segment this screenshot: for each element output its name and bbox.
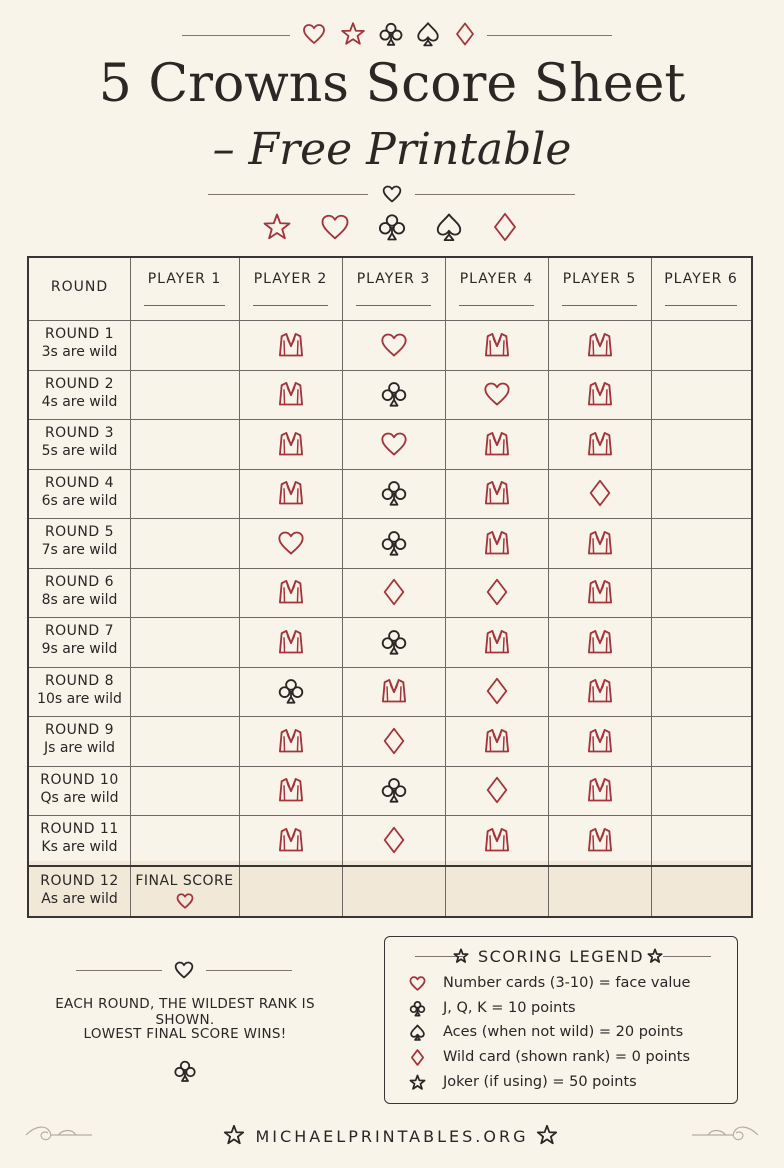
jacket-icon <box>586 430 614 458</box>
score-cell[interactable] <box>651 568 751 618</box>
legend-item-text: Aces (when not wild) = 20 points <box>443 1024 684 1041</box>
page-subtitle: – Free Printable <box>212 124 572 175</box>
round-number: ROUND 1 <box>44 326 115 342</box>
club-icon <box>377 212 407 242</box>
round-number: ROUND 9 <box>44 722 115 738</box>
score-table <box>27 256 753 918</box>
round-label-cell <box>29 475 130 509</box>
jacket-icon <box>483 479 511 507</box>
jacket-icon <box>277 331 305 359</box>
club-icon <box>277 677 305 705</box>
header-rule-left <box>182 35 290 36</box>
round-number: ROUND 5 <box>44 524 115 540</box>
jacket-icon <box>483 529 511 557</box>
score-cell[interactable] <box>130 370 239 420</box>
legend-item-text: J, Q, K = 10 points <box>443 999 576 1016</box>
player-6-header <box>651 258 751 320</box>
second-suit-row <box>262 212 522 246</box>
jacket-icon <box>586 826 614 854</box>
heart-icon <box>302 22 326 46</box>
round-wild-rank: 3s are wild <box>41 344 118 360</box>
final-score-cell[interactable] <box>445 865 548 917</box>
heart-icon <box>483 380 511 408</box>
round-number: ROUND 2 <box>44 375 115 392</box>
score-cell[interactable] <box>651 419 751 469</box>
subtitle-rule-left <box>208 194 368 195</box>
score-cell[interactable] <box>130 815 239 865</box>
star-icon <box>262 212 292 242</box>
round-number: ROUND 7 <box>44 623 115 639</box>
player-name-underline <box>665 305 737 306</box>
round-wild-rank: Js are wild <box>43 740 116 756</box>
legend-item-text: Wild card (shown rank) = 0 points <box>443 1049 691 1066</box>
jacket-icon <box>277 479 305 507</box>
jacket-icon <box>483 430 511 458</box>
footer-site-link[interactable]: MICHAELPRINTABLES.ORG <box>255 1127 529 1146</box>
jacket-icon <box>277 430 305 458</box>
heart-icon <box>320 212 350 242</box>
round-label-cell <box>29 326 130 360</box>
jacket-icon <box>277 380 305 408</box>
round-header-label: ROUND <box>50 279 109 295</box>
jacket-icon <box>277 628 305 656</box>
jacket-icon <box>277 727 305 755</box>
score-cell[interactable] <box>130 419 239 469</box>
diamond-icon <box>380 826 408 854</box>
player-name-underline <box>459 305 534 306</box>
player-2-header <box>239 258 342 320</box>
round-wild-rank: 8s are wild <box>41 591 118 608</box>
note-line-2: LOWEST FINAL SCORE WINS! <box>83 1026 287 1042</box>
final-score-cell[interactable] <box>239 865 342 917</box>
round-wild-rank: Ks are wild <box>41 839 118 855</box>
note-rule-right <box>206 970 292 971</box>
diamond-icon <box>453 22 477 46</box>
player-name-underline <box>253 305 328 306</box>
subtitle-rule-right <box>415 194 575 195</box>
round-label-cell <box>29 821 130 855</box>
score-cell[interactable] <box>130 617 239 667</box>
club-icon <box>409 1000 426 1017</box>
player-name-underline <box>144 305 225 306</box>
player-name-label: PLAYER 4 <box>459 271 534 287</box>
diamond-icon <box>380 578 408 606</box>
jacket-icon <box>586 529 614 557</box>
spade-icon <box>415 21 441 47</box>
legend-title: SCORING LEGEND <box>477 947 645 966</box>
score-cell[interactable] <box>130 568 239 618</box>
legend-star-right-icon <box>647 948 663 964</box>
round-wild-rank: As are wild <box>41 890 118 907</box>
final-score-cell[interactable] <box>651 865 751 917</box>
club-icon <box>378 21 404 47</box>
legend-item-text: Number cards (3-10) = face value <box>443 975 691 991</box>
legend-item-text: Joker (if using) = 50 points <box>443 1073 637 1090</box>
note-rule-left <box>76 970 162 971</box>
score-cell[interactable] <box>651 518 751 568</box>
round-number: ROUND 4 <box>44 474 115 491</box>
score-cell[interactable] <box>651 320 751 370</box>
jacket-icon <box>586 677 614 705</box>
player-name-label: PLAYER 6 <box>664 271 738 287</box>
score-cell[interactable] <box>130 518 239 568</box>
score-cell[interactable] <box>130 469 239 519</box>
final-score-label-cell <box>130 873 239 914</box>
header-rule-right <box>487 35 612 36</box>
final-score-cell[interactable] <box>548 865 651 917</box>
round-label-cell <box>29 574 130 608</box>
diamond-icon <box>483 578 511 606</box>
round-number: ROUND 12 <box>40 872 119 889</box>
score-cell[interactable] <box>130 716 239 766</box>
score-cell[interactable] <box>651 667 751 717</box>
player-1-header <box>130 258 239 320</box>
round-number: ROUND 6 <box>44 573 115 590</box>
heart-icon <box>409 975 426 992</box>
jacket-icon <box>277 578 305 606</box>
score-cell[interactable] <box>130 667 239 717</box>
round-label-cell <box>29 772 130 806</box>
diamond-icon <box>483 677 511 705</box>
spade-icon <box>409 1024 426 1041</box>
diamond-icon <box>490 212 520 242</box>
club-icon <box>380 380 408 408</box>
final-round-label-cell <box>29 873 130 907</box>
round-label-cell <box>29 673 130 707</box>
club-icon <box>380 776 408 804</box>
score-cell[interactable] <box>651 617 751 667</box>
divider-heart-icon <box>382 184 402 204</box>
page-title: 5 Crowns Score Sheet <box>98 54 686 114</box>
scoring-legend <box>384 936 738 1104</box>
jacket-icon <box>586 628 614 656</box>
round-number: ROUND 8 <box>44 672 115 689</box>
jacket-icon <box>483 628 511 656</box>
round-label-cell <box>29 722 130 756</box>
heart-icon <box>380 430 408 458</box>
player-name-label: PLAYER 5 <box>562 271 637 287</box>
round-wild-rank: 5s are wild <box>41 443 118 459</box>
round-wild-rank: 4s are wild <box>41 393 118 410</box>
heart-icon <box>176 892 194 910</box>
top-suit-row <box>302 22 482 50</box>
heart-icon <box>380 331 408 359</box>
score-cell[interactable] <box>651 370 751 420</box>
jacket-icon <box>483 331 511 359</box>
club-icon <box>380 628 408 656</box>
score-cell[interactable] <box>651 815 751 865</box>
jacket-icon <box>586 578 614 606</box>
jacket-icon <box>586 331 614 359</box>
jacket-icon <box>483 727 511 755</box>
jacket-icon <box>586 776 614 804</box>
round-label-cell <box>29 524 130 558</box>
jacket-icon <box>277 826 305 854</box>
note-club-icon <box>173 1059 197 1083</box>
player-4-header <box>445 258 548 320</box>
club-icon <box>380 479 408 507</box>
score-cell[interactable] <box>651 469 751 519</box>
player-name-label: PLAYER 1 <box>147 271 222 287</box>
round-wild-rank: Qs are wild <box>40 789 119 806</box>
jacket-icon <box>586 727 614 755</box>
diamond-icon <box>586 479 614 507</box>
diamond-icon <box>483 776 511 804</box>
score-cell[interactable] <box>130 320 239 370</box>
round-wild-rank: 7s are wild <box>41 542 118 558</box>
round-label-cell <box>29 376 130 410</box>
jacket-icon <box>586 380 614 408</box>
note-heart-icon <box>174 960 194 980</box>
club-icon <box>380 529 408 557</box>
score-cell[interactable] <box>130 766 239 816</box>
jacket-icon <box>277 776 305 804</box>
player-name-label: PLAYER 2 <box>253 271 328 287</box>
score-cell[interactable] <box>651 716 751 766</box>
round-wild-rank: 10s are wild <box>37 690 122 707</box>
round-label-cell <box>29 623 130 657</box>
player-name-underline <box>356 305 431 306</box>
jacket-icon <box>483 826 511 854</box>
round-number: ROUND 11 <box>40 821 119 837</box>
player-name-label: PLAYER 3 <box>356 271 431 287</box>
round-number: ROUND 3 <box>44 425 115 441</box>
jacket-icon <box>380 677 408 705</box>
score-cell[interactable] <box>651 766 751 816</box>
final-score-label: FINAL SCORE <box>135 872 234 889</box>
final-score-cell[interactable] <box>342 865 445 917</box>
round-column-header <box>29 258 130 320</box>
heart-icon <box>277 529 305 557</box>
round-label-cell <box>29 425 130 459</box>
player-name-underline <box>562 305 637 306</box>
note-line-1: EACH ROUND, THE WILDEST RANK IS SHOWN. <box>55 996 315 1028</box>
player-3-header <box>342 258 445 320</box>
diamond-icon <box>409 1049 426 1066</box>
round-wild-rank: 9s are wild <box>41 641 118 657</box>
diamond-icon <box>380 727 408 755</box>
star-icon <box>409 1074 426 1091</box>
star-icon <box>340 21 366 47</box>
player-5-header <box>548 258 651 320</box>
footer-star-right-icon <box>536 1124 558 1146</box>
spade-icon <box>434 212 464 242</box>
round-number: ROUND 10 <box>40 771 119 788</box>
round-wild-rank: 6s are wild <box>41 492 118 509</box>
